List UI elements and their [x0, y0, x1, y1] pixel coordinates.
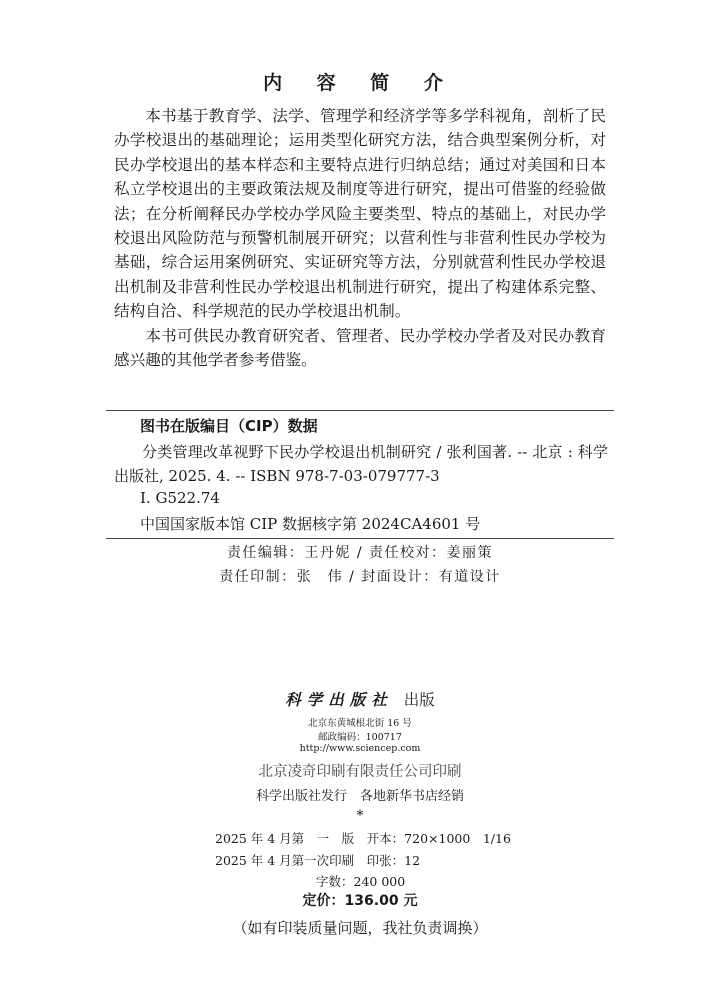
publisher-url: http://www.sciencep.com	[299, 743, 421, 754]
publisher-line	[0, 688, 720, 710]
price: 定价：136.00 元	[302, 893, 418, 909]
cip-heading: 图书在版编目（CIP）数据	[140, 417, 318, 435]
cip-classification: Ⅰ. G522.74	[140, 489, 220, 507]
distribution: 科学出版社发行 各地新华书店经销	[255, 789, 464, 804]
edition-spec: 2025 年 4 月第 一 版 开本：720×1000 1/16	[215, 831, 511, 846]
separator-star: *	[356, 808, 364, 824]
publisher-address: 北京东黄城根北街 16 号	[308, 718, 412, 729]
wordcount-spec: 字数：240 000	[316, 874, 406, 889]
printing-spec: 2025 年 4 月第一次印刷 印张：12	[215, 853, 421, 868]
publisher-postcode: 邮政编码：100717	[318, 732, 402, 743]
content-summary	[114, 104, 606, 372]
summary-paragraph: 本书基于教育学、法学、管理学和经济学等多学科视角，剖析了民办学校退出的基础理论；运用类型化研究方法，结合典型案例分析，对民办学校退出的基本样态和主要特点进行归纳总结；通过对美国和日本私立学校退出的主要政策法规及制度等进行研究，提出可借鉴的经验做法；在分析阐释民办学校办学风险主要类型、特点的基础上，对民办学校退出风险防范与预警机制展开研究；以营利性与非营利性民办学校为基础，综合运用案例研究、实证研究等方法，分别就营利性民办学校退出机制及非营利性民办学校退出机制进行研究，提出了构建体系完整、结构自洽、科学规范的民办学校退出机制。	[114, 107, 606, 321]
printer: 北京凌奇印刷有限责任公司印刷	[258, 764, 462, 780]
cip-top-rule	[106, 410, 614, 411]
publisher-suffix: 出版	[403, 691, 435, 709]
cip-record: 分类管理改革视野下民办学校退出机制研究 / 张利国著. -- 北京 : 科学出版社, 2025. 4. -- ISBN 978-7-03-079777-3	[114, 443, 608, 485]
exchange-note: （如有印装质量问题，我社负责调换）	[232, 919, 488, 937]
editor-credits: 责任编辑：王丹妮 / 责任校对：姜丽策	[226, 545, 494, 561]
cip-verification: 中国国家版本馆 CIP 数据核字第 2024CA4601 号	[140, 515, 481, 533]
page-title: 内 容 简 介	[263, 72, 457, 94]
cip-bottom-rule	[106, 538, 614, 539]
publisher-name: 科学出版社	[285, 690, 393, 709]
production-credits: 责任印制：张 伟 / 封面设计：有道设计	[219, 569, 501, 585]
summary-paragraph: 本书可供民办教育研究者、管理者、民办学校办学者及对民办教育感兴趣的其他学者参考借鉴。	[114, 326, 606, 370]
